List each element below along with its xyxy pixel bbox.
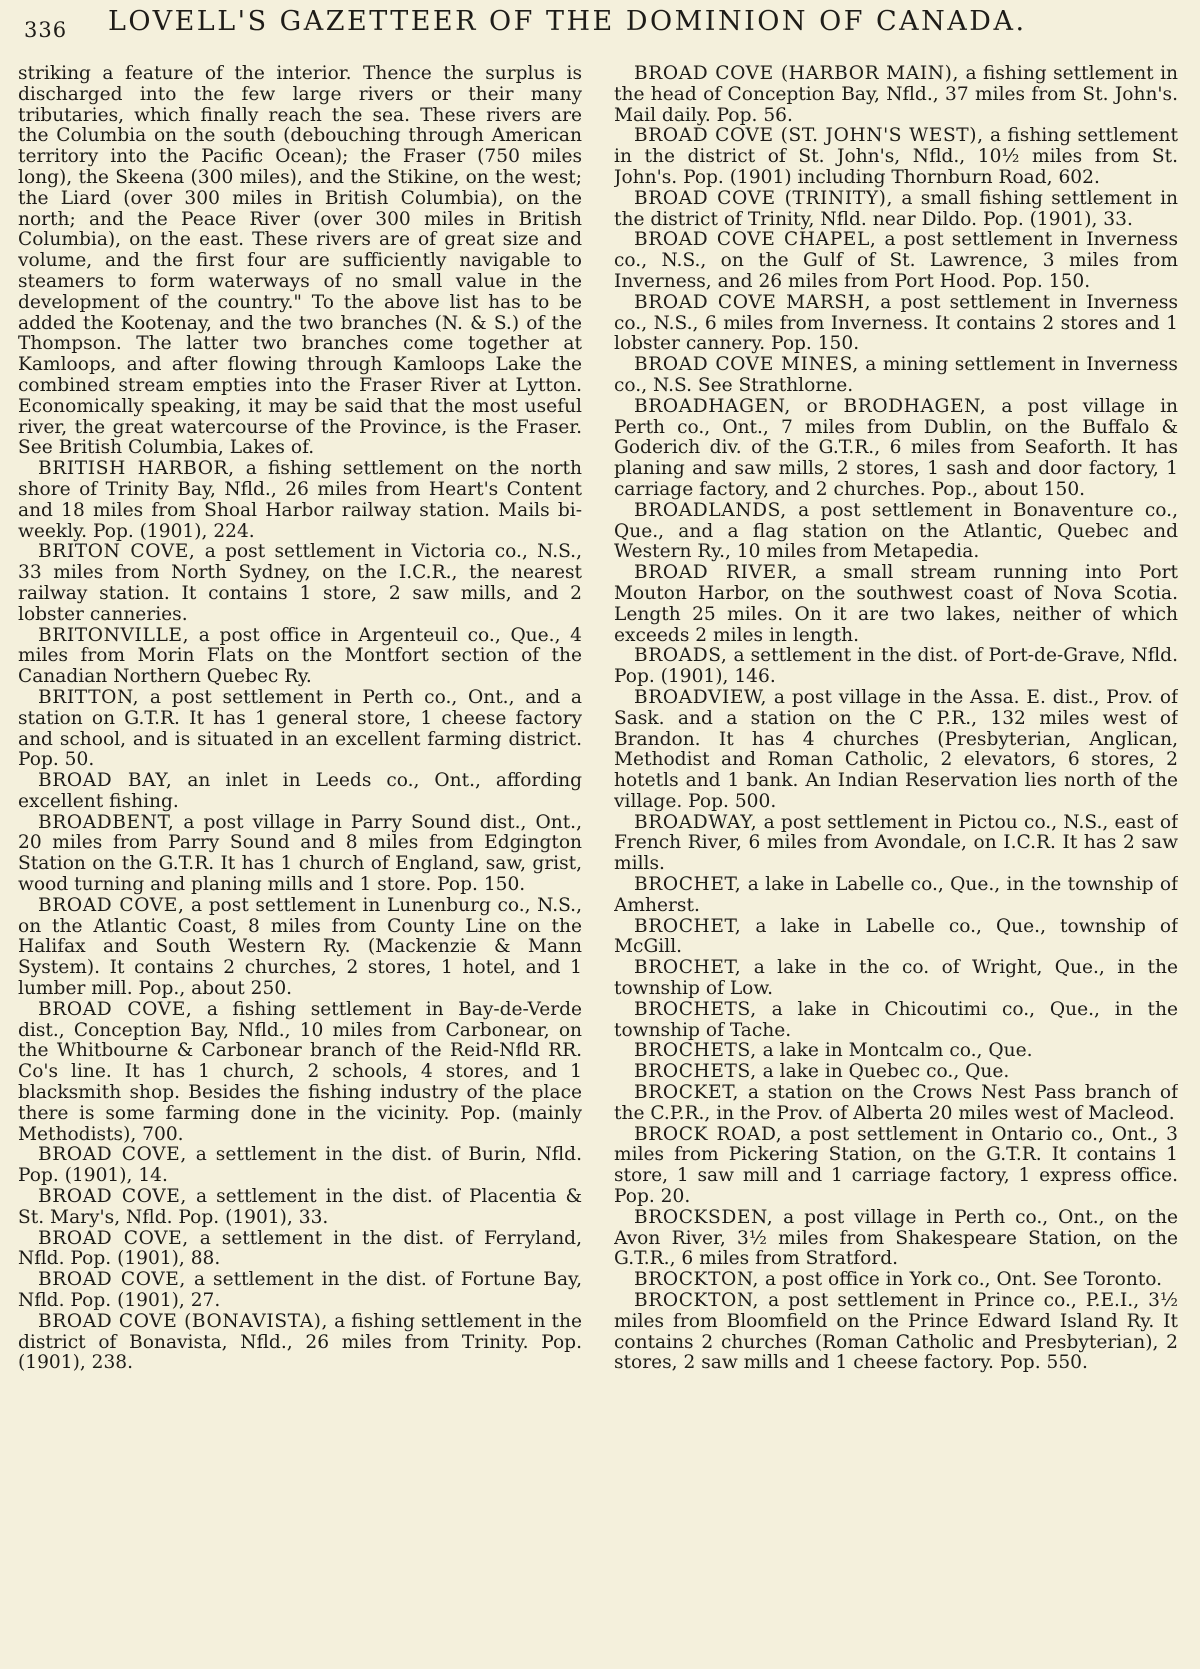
gazetteer-entry — [18, 688, 582, 771]
gazetteer-entry — [614, 813, 1178, 875]
entry-term: BROAD COVE, — [38, 1227, 189, 1249]
entry-term: BROAD COVE, — [38, 1144, 187, 1166]
entry-term: BROAD COVE MARSH, — [634, 291, 872, 313]
entry-term: BROADWAY, — [634, 811, 758, 833]
entry-description: a post settlement in Prince co., P.E.I., 3½ miles from Bloomfield on the Prince Edward Island Ry. It contains 2 churches (Roman Catholic and Presbyterian), 2 stores, 2 saw mills and 1 cheese factory. Pop. 550. — [614, 1290, 1178, 1374]
gazetteer-entry — [18, 64, 582, 459]
entry-term: BROCHET, — [634, 874, 742, 896]
gazetteer-entry — [18, 1145, 582, 1187]
entry-term: BROCHETS, — [634, 1040, 757, 1062]
entry-term: BROCK ROAD, — [634, 1123, 783, 1145]
entry-description: a settlement in the dist. of Port-de-Grave, Nfld. Pop. (1901), 146. — [614, 645, 1178, 688]
entry-description: a lake in Labelle co., Que., township of McGill. — [614, 915, 1178, 958]
entry-description: a fishing settlement in the district of Bonavista, Nfld., 26 miles from Trinity. Pop. (1901), 238. — [18, 1310, 582, 1374]
gazetteer-entry — [614, 293, 1178, 355]
gazetteer-entry — [614, 1041, 1178, 1062]
entry-term: BROCKET, — [634, 1082, 739, 1104]
entry-description: a post village in the Assa. E. dist., Prov. of Sask. and a station on the C P.R., 132 miles west of Brandon. It has 4 churches (Presbyterian, Anglican, Methodist and Roman Catholic, 2 elevators, 6 stores, 2 hotetls and 1 bank. An Indian Reservation lies north of the village. Pop. 500. — [614, 686, 1178, 812]
entry-description: a small fishing settlement in the district of Trinity, Nfld. near Dildo. Pop. (1901), 33. — [614, 187, 1178, 230]
gazetteer-entry — [18, 1187, 582, 1229]
entry-description: a lake in Quebec co., Que. — [762, 1061, 1010, 1083]
gazetteer-entry — [614, 1208, 1178, 1270]
entry-term: BROCHETS, — [634, 998, 757, 1020]
entry-description: a post office in Argenteuil co., Que., 4 miles from Morin Flats on the Montfort section of the Canadian Northern Quebec Ry. — [18, 624, 582, 688]
entry-description: a post settlement in Perth co., Ont., and a station on G.T.R. It has 1 general store, 1 cheese factory and school, and is situated in an excellent farming district. Pop. 50. — [18, 686, 582, 771]
gazetteer-entry — [18, 1000, 582, 1146]
entry-description: a lake in the co. of Wright, Que., in the township of Low. — [614, 957, 1178, 1000]
entry-description: a post settlement in Ontario co., Ont., 3 miles from Pickering Station, on the G.T.R. It contains 1 store, 1 saw mill and 1 carriage factory, 1 express office. Pop. 20. — [614, 1123, 1178, 1208]
entry-description: a post settlement in Inverness co., N.S., 6 miles from Inverness. It contains 2 stores and 1 lobster cannery. Pop. 150. — [614, 291, 1178, 355]
entry-term: BROADBENT, — [38, 811, 175, 833]
gazetteer-entry — [18, 771, 582, 813]
gazetteer-entry — [614, 64, 1178, 126]
entry-term: BRITTON, — [38, 686, 140, 708]
entry-description: a lake in Montcalm co., Que. — [762, 1040, 1033, 1062]
entry-description: a settlement in the dist. of Ferryland, Nfld. Pop. (1901), 88. — [18, 1227, 582, 1270]
entry-description: a post settlement in Bonaventure co., Que., and a flag station on the Atlantic, Quebec and Western Ry., 10 miles from Metapedia. — [614, 499, 1178, 563]
entry-description: a post settlement in Inverness co., N.S., on the Gulf of St. Lawrence, 3 miles from Inverness, and 26 miles from Port Hood. Pop. 150. — [614, 229, 1178, 292]
entry-description: a settlement in the dist. of Burin, Nfld. Pop. (1901), 14. — [18, 1144, 582, 1187]
gazetteer-entry — [18, 542, 582, 625]
gazetteer-entry — [18, 459, 582, 542]
gazetteer-entry — [614, 230, 1178, 292]
gazetteer-entry — [614, 646, 1178, 688]
entry-term: BROAD BAY, — [38, 770, 173, 792]
gazetteer-entry — [18, 1312, 582, 1374]
entry-description: a post settlement in Lunenburg co., N.S., on the Atlantic Coast, 8 miles from County Line on the Halifax and South Western Ry. (Mackenzie & Mann System). It contains 2 churches, 2 stores, 1 hotel, and 1 lumber mill. Pop., about 250. — [18, 894, 582, 1000]
entry-term: BRITONVILLE, — [38, 624, 190, 646]
entry-description: a fishing settlement in the district of St. John's, Nfld., 10½ miles from St. John's. Pop. (1901) including Thornburn Road, 602. — [614, 125, 1178, 188]
gazetteer-entry — [614, 958, 1178, 1000]
entry-term: BROADHAGEN, or BRODHAGEN, — [634, 395, 987, 417]
entry-term: BROAD COVE, — [38, 894, 185, 916]
entry-description: a post village in Perth co., Ont., 7 miles from Dublin, on the Buffalo & Goderich div. of the G.T.R., 6 miles from Seaforth. It has planing and saw mills, 2 stores, 1 sash and door factory, 1 carriage factory, and 2 churches. Pop., about 150. — [614, 395, 1178, 500]
gazetteer-entry — [614, 189, 1178, 231]
entry-term: BROAD COVE (TRINITY), — [634, 187, 894, 209]
entry-description: a post village in Perth co., Ont., on the Avon River, 3½ miles from Shakespeare Station, on the G.T.R., 6 miles from Stratford. — [614, 1206, 1178, 1270]
gazetteer-entry — [614, 1291, 1178, 1374]
gazetteer-entry — [614, 501, 1178, 563]
running-title: LOVELL'S GAZETTEER OF THE DOMINION OF CANADA. — [108, 6, 1027, 37]
entry-description: a lake in Labelle co., Que., in the township of Amherst. — [614, 874, 1178, 916]
gazetteer-entry — [614, 397, 1178, 501]
gazetteer-entry — [18, 896, 582, 1000]
entry-term: BROAD COVE (ST. JOHN'S WEST), — [634, 125, 984, 147]
entry-term: BROAD COVE (BONAVISTA), — [38, 1310, 329, 1332]
entry-description: a lake in Chicoutimi co., Que., in the township of Tache. — [614, 998, 1178, 1041]
entry-description: a post settlement in Pictou co., N.S., east of French River, 6 miles from Avondale, on I.C.R. It has 2 saw mills. — [614, 811, 1178, 875]
gazetteer-entry — [614, 355, 1178, 397]
gazetteer-entry — [614, 1000, 1178, 1042]
gazetteer-entry — [614, 563, 1178, 646]
left-column — [18, 64, 582, 1664]
entry-term: BROCHET, — [634, 957, 742, 979]
entry-term: BROCKTON, — [634, 1290, 760, 1312]
entry-description: a station on the Crows Nest Pass branch of the C.P.R., in the Prov. of Alberta 20 miles west of Macleod. — [614, 1082, 1178, 1124]
right-column — [614, 64, 1178, 1664]
entry-term: BROAD RIVER, — [634, 562, 798, 584]
entry-description: striking a feature of the interior. Thence the surplus is discharged into the few large rivers or their many tributaries, which finally reach the sea. These rivers are the Columbia on the south (debouching through American territory into the Pacific Ocean); the Fraser (750 miles long), the Skeena (300 miles), and the Stikine, on the west; the Liard (over 300 miles in British Columbia), on the north; and the Peace River (over 300 miles in British Columbia), on the east. These rivers are of great size and volume, and the first four are sufficiently navigable to steamers to form waterways of no small value in the development of the country." To the above list has to be added the Kootenay, and the two branches (N. & S.) of the Thompson. The latter two branches come together at Kamloops, and after flowing through Kamloops Lake the combined stream empties into the Fraser River at Lytton. Economically speaking, it may be said that the most useful river, the great watercourse of the Province, is the Fraser. See British Columbia, Lakes of. — [18, 64, 582, 459]
gazetteer-entry — [18, 1270, 582, 1312]
entry-term: BROAD COVE MINES, — [634, 354, 859, 376]
entry-term: BROAD COVE, — [38, 1186, 187, 1208]
gazetteer-entry — [614, 917, 1178, 959]
gazetteer-entry — [614, 688, 1178, 813]
entry-description: a fishing settlement on the north shore of Trinity Bay, Nfld., 26 miles from Heart's Content and 18 miles from Shoal Harbor railway station. Mails bi-weekly. Pop. (1901), 224. — [18, 458, 582, 542]
page-header — [0, 0, 1200, 56]
gazetteer-entry — [614, 126, 1178, 188]
entry-description: a mining settlement in Inverness co., N.S. See Strathlorne. — [614, 354, 1178, 396]
gazetteer-entry — [18, 1229, 582, 1271]
entry-description: a fishing settlement in the head of Conception Bay, Nfld., 37 miles from St. John's. Mail daily. Pop. 56. — [614, 64, 1178, 126]
entry-description: a small stream running into Port Mouton Harbor, on the southwest coast of Nova Scotia. Length 25 miles. On it are two lakes, neither of which exceeds 2 miles in length. — [614, 562, 1178, 646]
gazetteer-entry — [18, 813, 582, 896]
entry-description: a fishing settlement in Bay-de-Verde dist., Conception Bay, Nfld., 10 miles from Carbonear, on the Whitbourne & Carbonear branch of the Reid-Nfld RR. Co's line. It has 1 church, 2 schools, 4 stores, and 1 blacksmith shop. Besides the fishing industry of the place there is some farming done in the vicinity. Pop. (mainly Methodists), 700. — [18, 998, 582, 1145]
gazetteer-entry — [614, 1083, 1178, 1125]
gazetteer-entry — [614, 1270, 1178, 1291]
entry-term: BROAD COVE, — [38, 1269, 186, 1291]
entry-term: BROCKTON, — [634, 1269, 760, 1291]
entry-term: BROADLANDS, — [634, 499, 787, 521]
entry-description: an inlet in Leeds co., Ont., affording excellent fishing. — [18, 770, 582, 812]
entry-term: BROAD COVE, — [38, 998, 193, 1020]
entry-description: a post office in York co., Ont. See Toronto. — [764, 1269, 1163, 1291]
entry-term: BRITISH HARBOR, — [38, 458, 235, 480]
entry-term: BROADVIEW, — [634, 686, 768, 708]
entry-description: a post settlement in Victoria co., N.S., 33 miles from North Sydney, on the I.C.R., the nearest railway station. It contains 1 store, 2 saw mills, and 2 lobster canneries. — [18, 541, 582, 625]
entry-term: BROAD COVE (HARBOR MAIN), — [634, 64, 960, 84]
entry-description: a settlement in the dist. of Placentia & St. Mary's, Nfld. Pop. (1901), 33. — [18, 1186, 582, 1228]
page-number: 336 — [24, 18, 68, 42]
entry-term: BROAD COVE CHAPEL, — [634, 229, 877, 251]
entry-term: BROCHETS, — [634, 1061, 757, 1083]
entry-term: BRITON COVE, — [38, 541, 196, 563]
entry-term: BROADS, — [634, 645, 728, 667]
entry-description: a post village in Parry Sound dist., Ont., 20 miles from Parry Sound and 8 miles from Edgington Station on the G.T.R. It has 1 church of England, saw, grist, wood turning and planing mills and 1 store. Pop. 150. — [18, 811, 582, 896]
gazetteer-entry — [614, 1125, 1178, 1208]
gazetteer-entry — [614, 875, 1178, 917]
entry-term: BROCKSDEN, — [634, 1206, 774, 1228]
gazetteer-entry — [18, 626, 582, 688]
gazetteer-entry — [614, 1062, 1178, 1083]
entry-description: a settlement in the dist. of Fortune Bay, Nfld. Pop. (1901), 27. — [18, 1269, 582, 1312]
entry-term: BROCHET, — [634, 915, 742, 937]
